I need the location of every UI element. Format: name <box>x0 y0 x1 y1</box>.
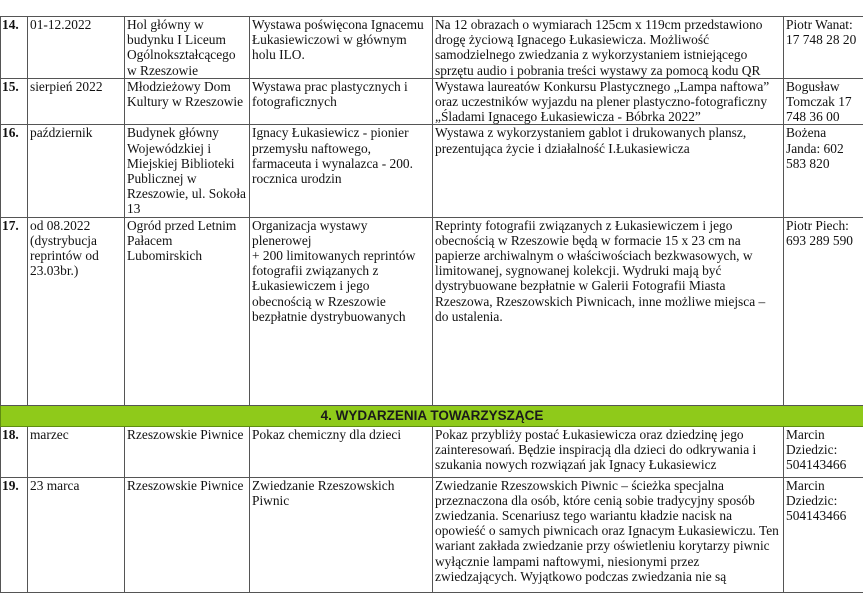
row-date: październik <box>28 125 125 217</box>
row-date: 23 marca <box>28 477 125 592</box>
row-contact: Marcin Dziedzic: 504143466 <box>784 477 863 592</box>
row-place: Młodzieżowy Dom Kultury w Rzeszowie <box>125 78 250 125</box>
row-date: sierpień 2022 <box>28 78 125 125</box>
row-number: 17. <box>1 217 28 405</box>
row-description: Pokaz przybliży postać Łukasiewicza oraz dziedzinę jego zainteresowań. Będzie inspiracją dla dzieci do odkrywania i szukania nowych rozwiązań jak Ignacy Łukasiewicz <box>433 426 784 477</box>
row-contact: Piotr Piech: 693 289 590 <box>784 217 863 405</box>
row-number: 16. <box>1 125 28 217</box>
table-row <box>1 217 863 405</box>
row-description: Reprinty fotografii związanych z Łukasiewiczem i jego obecnością w Rzeszowie będą w formacie 15 x 23 cm na papierze archiwalnym o właściwościach bezkwasowych, w limitowanej, sygnowanej kolekcji. Wydruki mają być dystrybuowane bezpłatnie w Galerii Fotografii Miasta Rzeszowa, Rzeszowskich Piwnicach, inne możliwe miejsca – do ustalenia. <box>433 217 784 405</box>
table-row <box>1 78 863 125</box>
row-contact: Bogusław Tomczak 17 748 36 00 <box>784 78 863 125</box>
row-description: Zwiedzanie Rzeszowskich Piwnic – ścieżka specjalna przeznaczona dla osób, które cenią sobie tradycyjny sposób zwiedzania. Scenariusz tego wariantu kładzie nacisk na opowieść o samych piwnicach oraz Ignacym Łukasiewiczu. Ten wariant zakłada zwiedzanie przy oświetleniu korytarzy piwnic wyłącznie lampami naftowymi, niesionymi przez zwiedzających. Wyjątkowo podczas zwiedzania nie są <box>433 477 784 592</box>
row-title: Pokaz chemiczny dla dzieci <box>250 426 433 477</box>
row-title: Wystawa poświęcona Ignacemu Łukasiewiczowi w głównym holu ILO. <box>250 17 433 79</box>
section-header-row <box>1 405 863 426</box>
row-title: Ignacy Łukasiewicz - pionier przemysłu naftowego, farmaceuta i wynalazca - 200. rocznica urodzin <box>250 125 433 217</box>
events-table <box>0 16 863 593</box>
row-title: Organizacja wystawy plenerowej + 200 limitowanych reprintów fotografii związanych z Łukasiewiczem i jego obecnością w Rzeszowie bezpłatnie dystrybuowanych <box>250 217 433 405</box>
row-date: marzec <box>28 426 125 477</box>
row-place: Budynek główny Wojewódzkiej i Miejskiej Biblioteki Publicznej w Rzeszowie, ul. Sokoła 13 <box>125 125 250 217</box>
row-contact: Marcin Dziedzic: 504143466 <box>784 426 863 477</box>
row-title: Wystawa prac plastycznych i fotograficznych <box>250 78 433 125</box>
row-place: Ogród przed Letnim Pałacem Lubomirskich <box>125 217 250 405</box>
row-description: Wystawa z wykorzystaniem gablot i drukowanych plansz, prezentująca życie i działalność I.Łukasiewicza <box>433 125 784 217</box>
row-place: Hol główny w budynku I Liceum Ogólnokształcącego w Rzeszowie <box>125 17 250 79</box>
row-title: Zwiedzanie Rzeszowskich Piwnic <box>250 477 433 592</box>
row-number: 19. <box>1 477 28 592</box>
row-number: 14. <box>1 17 28 79</box>
row-contact: Bożena Janda: 602 583 820 <box>784 125 863 217</box>
row-description: Na 12 obrazach o wymiarach 125cm x 119cm przedstawiono drogę życiową Ignacego Łukasiewicza. Możliwość samodzielnego zwiedzania z wykorzystaniem istniejącego sprzętu audio i pobrania treści wystawy za pomocą kodu QR <box>433 17 784 79</box>
table-row <box>1 125 863 217</box>
row-place: Rzeszowskie Piwnice <box>125 426 250 477</box>
row-contact: Piotr Wanat: 17 748 28 20 <box>784 17 863 79</box>
row-number: 18. <box>1 426 28 477</box>
row-date: od 08.2022 (dystrybucja reprintów od 23.03br.) <box>28 217 125 405</box>
row-place: Rzeszowskie Piwnice <box>125 477 250 592</box>
row-date: 01-12.2022 <box>28 17 125 79</box>
section-title: 4. WYDARZENIA TOWARZYSZĄCE <box>1 405 863 426</box>
table-row <box>1 426 863 477</box>
table-row <box>1 17 863 79</box>
row-number: 15. <box>1 78 28 125</box>
row-description: Wystawa laureatów Konkursu Plastycznego „Lampa naftowa” oraz uczestników wyjazdu na plener plastyczno-fotograficzny „Śladami Ignacego Łukasiewicza - Bóbrka 2022” <box>433 78 784 125</box>
